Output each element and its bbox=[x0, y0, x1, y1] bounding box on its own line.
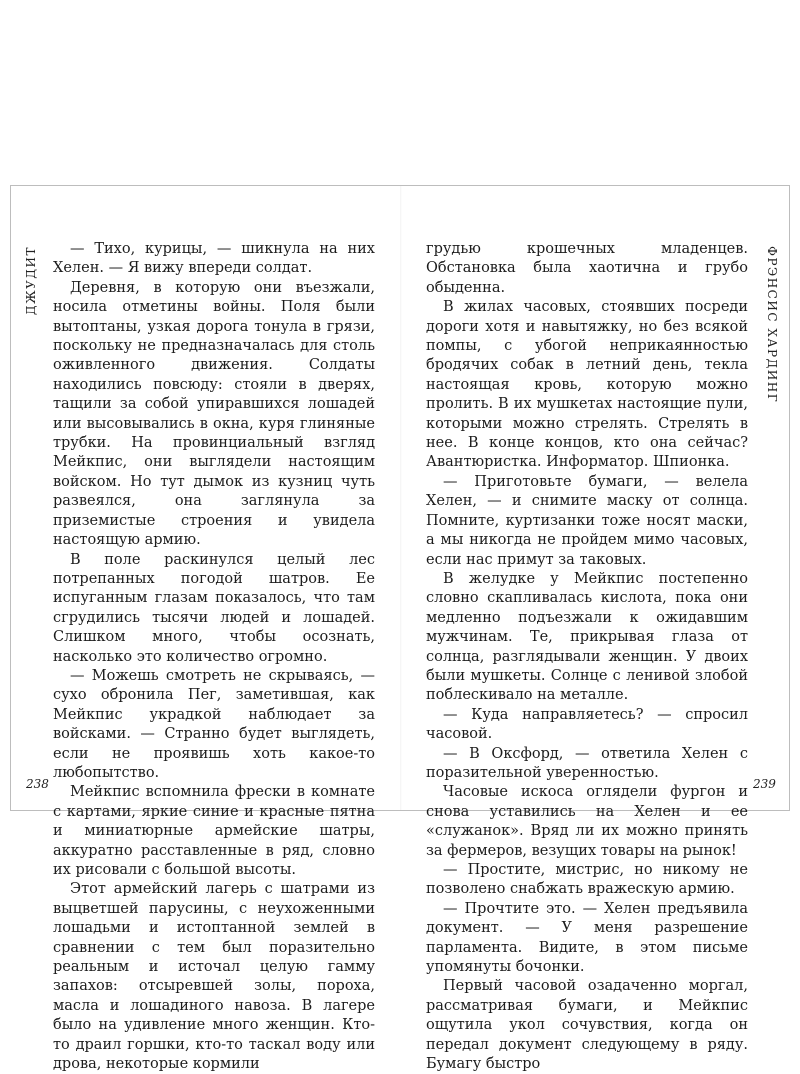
paragraph: Деревня, в которую они въезжали, носила отметины войны. Поля были вытоптаны, узкая дорога тонула в грязи, поскольку не предназначалась для столь оживленного движения. Солдаты находились повсюду: стояли в дверях, тащили за собой упиравшихся лошадей или высовывались в окна, куря глиняные трубки. На провинциальный взгляд Мейкпис, они выглядели настоящим войском. Но тут дымок из кузниц чуть развеялся, она заглянула за приземистые строения и увидела настоящую армию. bbox=[53, 279, 375, 549]
paragraph: Этот армейский лагерь с шатрами из выцветшей парусины, с неухоженными лошадьми и истоптанной землей в сравнении с тем был поразительно реальным и источал целую гамму запахов: отсыревшей золы, пороха, масла и лошадиного навоза. В лагере было на удивление много женщин. Кто-то драил горшки, кто-то таскал воду или дрова, некоторые кормили bbox=[53, 881, 375, 1073]
book-spread bbox=[10, 185, 790, 1073]
paragraph: Первый часовой озадаченно моргал, рассматривая бумаги, и Мейкпис ощутила укол сочувствия, когда он передал документ следующему в ряду. Бумагу быстро bbox=[426, 978, 748, 1073]
paragraph: — Приготовьте бумаги, — велела Хелен, — и снимите маску от солнца. Помните, куртизанки тоже носят маски, а мы никогда не пройдем мимо часовых, если нас примут за таковых. bbox=[426, 473, 748, 568]
paragraph: — В Оксфорд, — ответила Хелен с поразительной уверенностью. bbox=[426, 745, 748, 781]
paragraph: В поле раскинулся целый лес потрепанных погодой шатров. Ее испуганным глазам показалось, что там сгрудились тысячи людей и лошадей. Слишком много, чтобы осознать, насколько это количество огромно. bbox=[53, 551, 375, 665]
paragraph: В желудке у Мейкпис постепенно словно скапливалась кислота, пока они медленно подъезжали к ожидавшим мужчинам. Те, прикрывая глаза от солнца, разглядывали женщин. У двоих были мушкеты. Солнце с ленивой злобой поблескивало на металле. bbox=[426, 570, 748, 704]
paragraph: — Можешь смотреть не скрываясь, — сухо обронила Пег, заметившая, как Мейкпис украдкой наблюдает за войсками. — Странно будет выглядеть, если не проявишь хоть какое-то любопытство. bbox=[53, 667, 375, 781]
paragraph-continued: грудью крошечных младенцев. Обстановка была хаотична и грубо обыденна. bbox=[426, 241, 748, 296]
paragraph: — Тихо, курицы, — шикнула на них Хелен. — Я вижу впереди солдат. bbox=[53, 241, 375, 277]
paragraph: — Куда направляетесь? — спросил часовой. bbox=[426, 706, 748, 743]
page-number-right: 239 bbox=[753, 777, 776, 791]
page-number-left: 238 bbox=[26, 777, 49, 791]
paragraph: Часовые искоса оглядели фургон и снова уставились на Хелен и ее «служанок». Вряд ли их можно принять за фермеров, везущих товары на рынок! bbox=[426, 784, 748, 859]
paragraph: Мейкпис вспомнила фрески в комнате с картами, яркие синие и красные пятна и миниатюрные армейские шатры, аккуратно расставленные в ряд, словно их рисовали с большой высоты. bbox=[53, 784, 375, 878]
running-head-right: ФРЭНСИС ХАРДИНГ bbox=[765, 246, 779, 404]
book-gutter bbox=[400, 186, 402, 810]
running-head-left: ДЖУДИТ bbox=[24, 246, 38, 316]
paragraph: В жилах часовых, стоявших посреди дороги хотя и навытяжку, но без всякой помпы, с убогой неприкаянностью бродячих собак в летний день, текла настоящая кровь, которую можно пролить. В их мушкетах настоящие пули, которыми можно стрелять. Стрелять в нее. В конце концов, кто она сейчас? Авантюристка. Информатор. Шпионка. bbox=[426, 299, 748, 471]
paragraph: — Простите, мистрис, но никому не позволено снабжать вражескую армию. bbox=[426, 862, 748, 898]
right-page-text bbox=[426, 240, 748, 1074]
left-page-text bbox=[53, 240, 375, 1074]
paragraph: — Прочтите это. — Хелен предъявила документ. — У меня разрешение парламента. Видите, в этом письме упомянуты бочонки. bbox=[426, 900, 748, 976]
